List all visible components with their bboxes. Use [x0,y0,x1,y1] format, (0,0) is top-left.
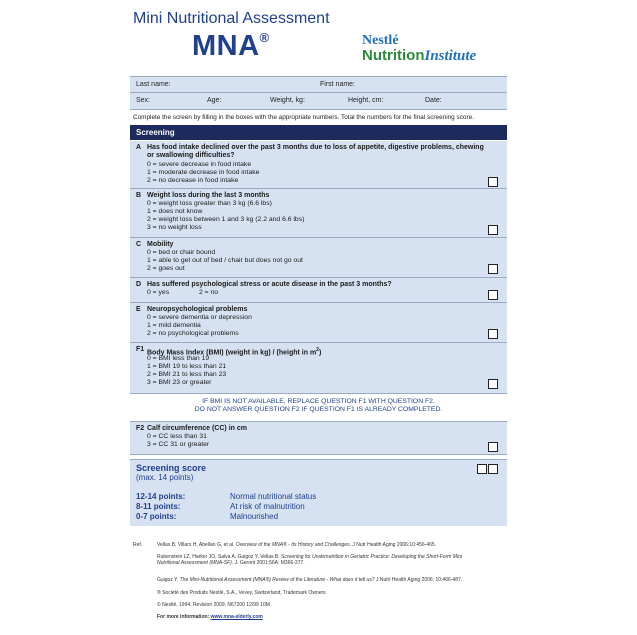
superscript-2: 2 [316,347,319,353]
score-max: (max. 14 points) [136,473,194,482]
answer-box[interactable] [488,177,498,187]
mna-logo [192,30,270,63]
ref-authors: Rubenstein LZ, Harker JO, Salva A, Guigoz Y, Vellas B. [157,554,280,560]
reference-2 [157,554,512,566]
ref-journal: J. Geront 2001;56A: M366-377. [234,560,305,566]
option: 3 = BMI 23 or greater [147,379,212,386]
question-letter: B [136,192,142,199]
question-text: Mobility [147,241,174,248]
question-letter: A [136,144,142,151]
question-letter: E [136,306,141,313]
option: 1 = BMI 19 to less than 21 [147,363,227,370]
score-range: 0-7 points: [136,512,177,521]
note-line: DO NOT ANSWER QUESTION F2 IF QUESTION F1 IS ALREADY COMPLETED. [194,406,443,413]
nestle-logo-text: Nestlé [362,33,399,48]
option: 2 = weight loss between 1 and 3 kg (2.2 and 6.6 lbs) [147,216,305,223]
reference-3 [157,577,517,583]
screening-score [130,459,507,526]
bmi-note [130,398,507,414]
question-options [147,249,303,273]
option: 2 = no [199,289,219,296]
question-text: Has suffered psychological stress or acute disease in the past 3 months? [147,281,392,288]
mna-text: MNA [192,30,260,62]
question-letter: C [136,241,142,248]
question-text: Weight loss during the last 3 months [147,192,270,199]
option: 2 = no psychological problems [147,330,239,337]
question-e [130,303,507,343]
question-options [147,161,259,185]
score-title: Screening score [136,463,207,473]
question-b [130,189,507,238]
option: 0 = BMI less than 19 [147,355,210,362]
more-info-label: For more information: [157,614,210,620]
form-title: Mini Nutritional Assessment [133,10,330,27]
option: 0 = weight loss greater than 3 kg (6.6 lbs) [147,200,272,207]
question-c [130,238,507,278]
question-f1 [130,343,507,394]
logo-nutrition: Nutrition [362,47,425,64]
option: 0 = yes [147,289,170,296]
trademark-note: ® Société des Produits Nestlé, S.A., Vevey, Switzerland, Trademark Owners [157,590,326,596]
ref-label: Ref. [133,542,143,548]
patient-info-band [130,76,507,110]
question-options [147,433,209,449]
reference-1 [157,542,512,548]
option: 2 = BMI 21 to less than 23 [147,371,227,378]
answer-box[interactable] [488,442,498,452]
logo-institute: Institute [424,48,477,64]
option: 3 = no weight loss [147,224,202,231]
score-range: 12-14 points: [136,492,186,501]
score-box-tens[interactable] [477,464,487,474]
score-result: Normal nutritional status [230,492,317,501]
last-name-field[interactable]: Last name: [136,81,171,88]
date-field[interactable]: Date: [425,97,442,104]
question-text: Neuropsychological problems [147,306,248,313]
first-name-field[interactable]: First name: [320,81,356,88]
question-letter: F2 [136,425,145,432]
weight-field[interactable]: Weight, kg: [270,97,305,104]
website-link[interactable]: www.mna-elderly.com [210,614,263,620]
score-result: Malnourished [230,512,279,521]
option: 1 = mild dementia [147,322,201,329]
instructions: Complete the screen by filling in the boxes with the appropriate numbers. Total the numbers for the final screening score. [133,114,474,121]
ref-authors: Guigoz Y. [157,577,179,583]
option: 1 = able to get out of bed / chair but does not go out [147,257,303,264]
score-range: 8-11 points: [136,502,181,511]
answer-box[interactable] [488,225,498,235]
option: 0 = bed or chair bound [147,249,216,256]
height-field[interactable]: Height, cm: [348,97,384,104]
question-letter: D [136,281,142,288]
option: 2 = no decrease in food intake [147,177,239,184]
question-a [130,141,507,189]
ref-title: Overview of the MNA® - Its History and Challenges. [235,542,351,548]
answer-box[interactable] [488,290,498,300]
ref-title: The Mini-Nutritional Assessment (MNA®) Review of the Literature - What does it tell us? [179,577,375,583]
nutrition-institute-logo [362,47,476,65]
screening-section-header [130,125,507,140]
band-divider [130,92,507,93]
ref-title: Screening for Undernutrition in Geriatric Practice: Developing the Short-Form Mini [281,554,462,560]
score-box-units[interactable] [488,464,498,474]
more-info [157,614,263,620]
question-f2 [130,421,507,455]
section-title: Screening [136,128,175,137]
answer-box[interactable] [488,264,498,274]
option: 0 = severe decrease in food intake [147,161,252,168]
question-d [130,278,507,303]
ref-authors: Vellas B, Villars H, Abellan G, et al. [157,542,235,548]
option: 1 = does not know [147,208,203,215]
age-field[interactable]: Age: [207,97,222,104]
copyright-note: © Nestlé, 1994, Revision 2009. N67200 12/99 10M [157,602,270,608]
question-options [147,289,347,297]
question-text: Has food intake declined over the past 3 months due to loss of appetite, digestive problems, chewing or swallowing difficulties? [147,144,484,159]
ref-journal: J Nutri Health Aging 2006; 10:466-487. [375,577,463,583]
ref-journal: J Nutr Health Aging 2006;10:456-465. [352,542,437,548]
question-text-close: ) [318,349,322,357]
option: 0 = CC less than 31 [147,433,207,440]
question-text-main: Body Mass Index (BMI) (weight in kg) / (height in m [147,349,317,357]
question-options [147,355,226,387]
note-line: IF BMI IS NOT AVAILABLE, REPLACE QUESTION F1 WITH QUESTION F2. [202,398,435,405]
answer-box[interactable] [488,379,498,389]
option: 1 = moderate decrease in food intake [147,169,260,176]
question-options [147,314,252,338]
question-text: Calf circumference (CC) in cm [147,425,247,432]
registered-mark: ® [259,30,270,46]
option: 3 = CC 31 or greater [147,441,210,448]
option: 2 = goes out [147,265,185,272]
answer-box[interactable] [488,329,498,339]
sex-field[interactable]: Sex: [136,97,151,104]
score-result: At risk of malnutrition [230,502,305,511]
ref-title-cont: Nutritional Assessment (MNA-SF). [157,560,234,566]
option: 0 = severe dementia or depression [147,314,252,321]
question-letter: F1 [136,346,145,353]
question-options [147,200,304,232]
